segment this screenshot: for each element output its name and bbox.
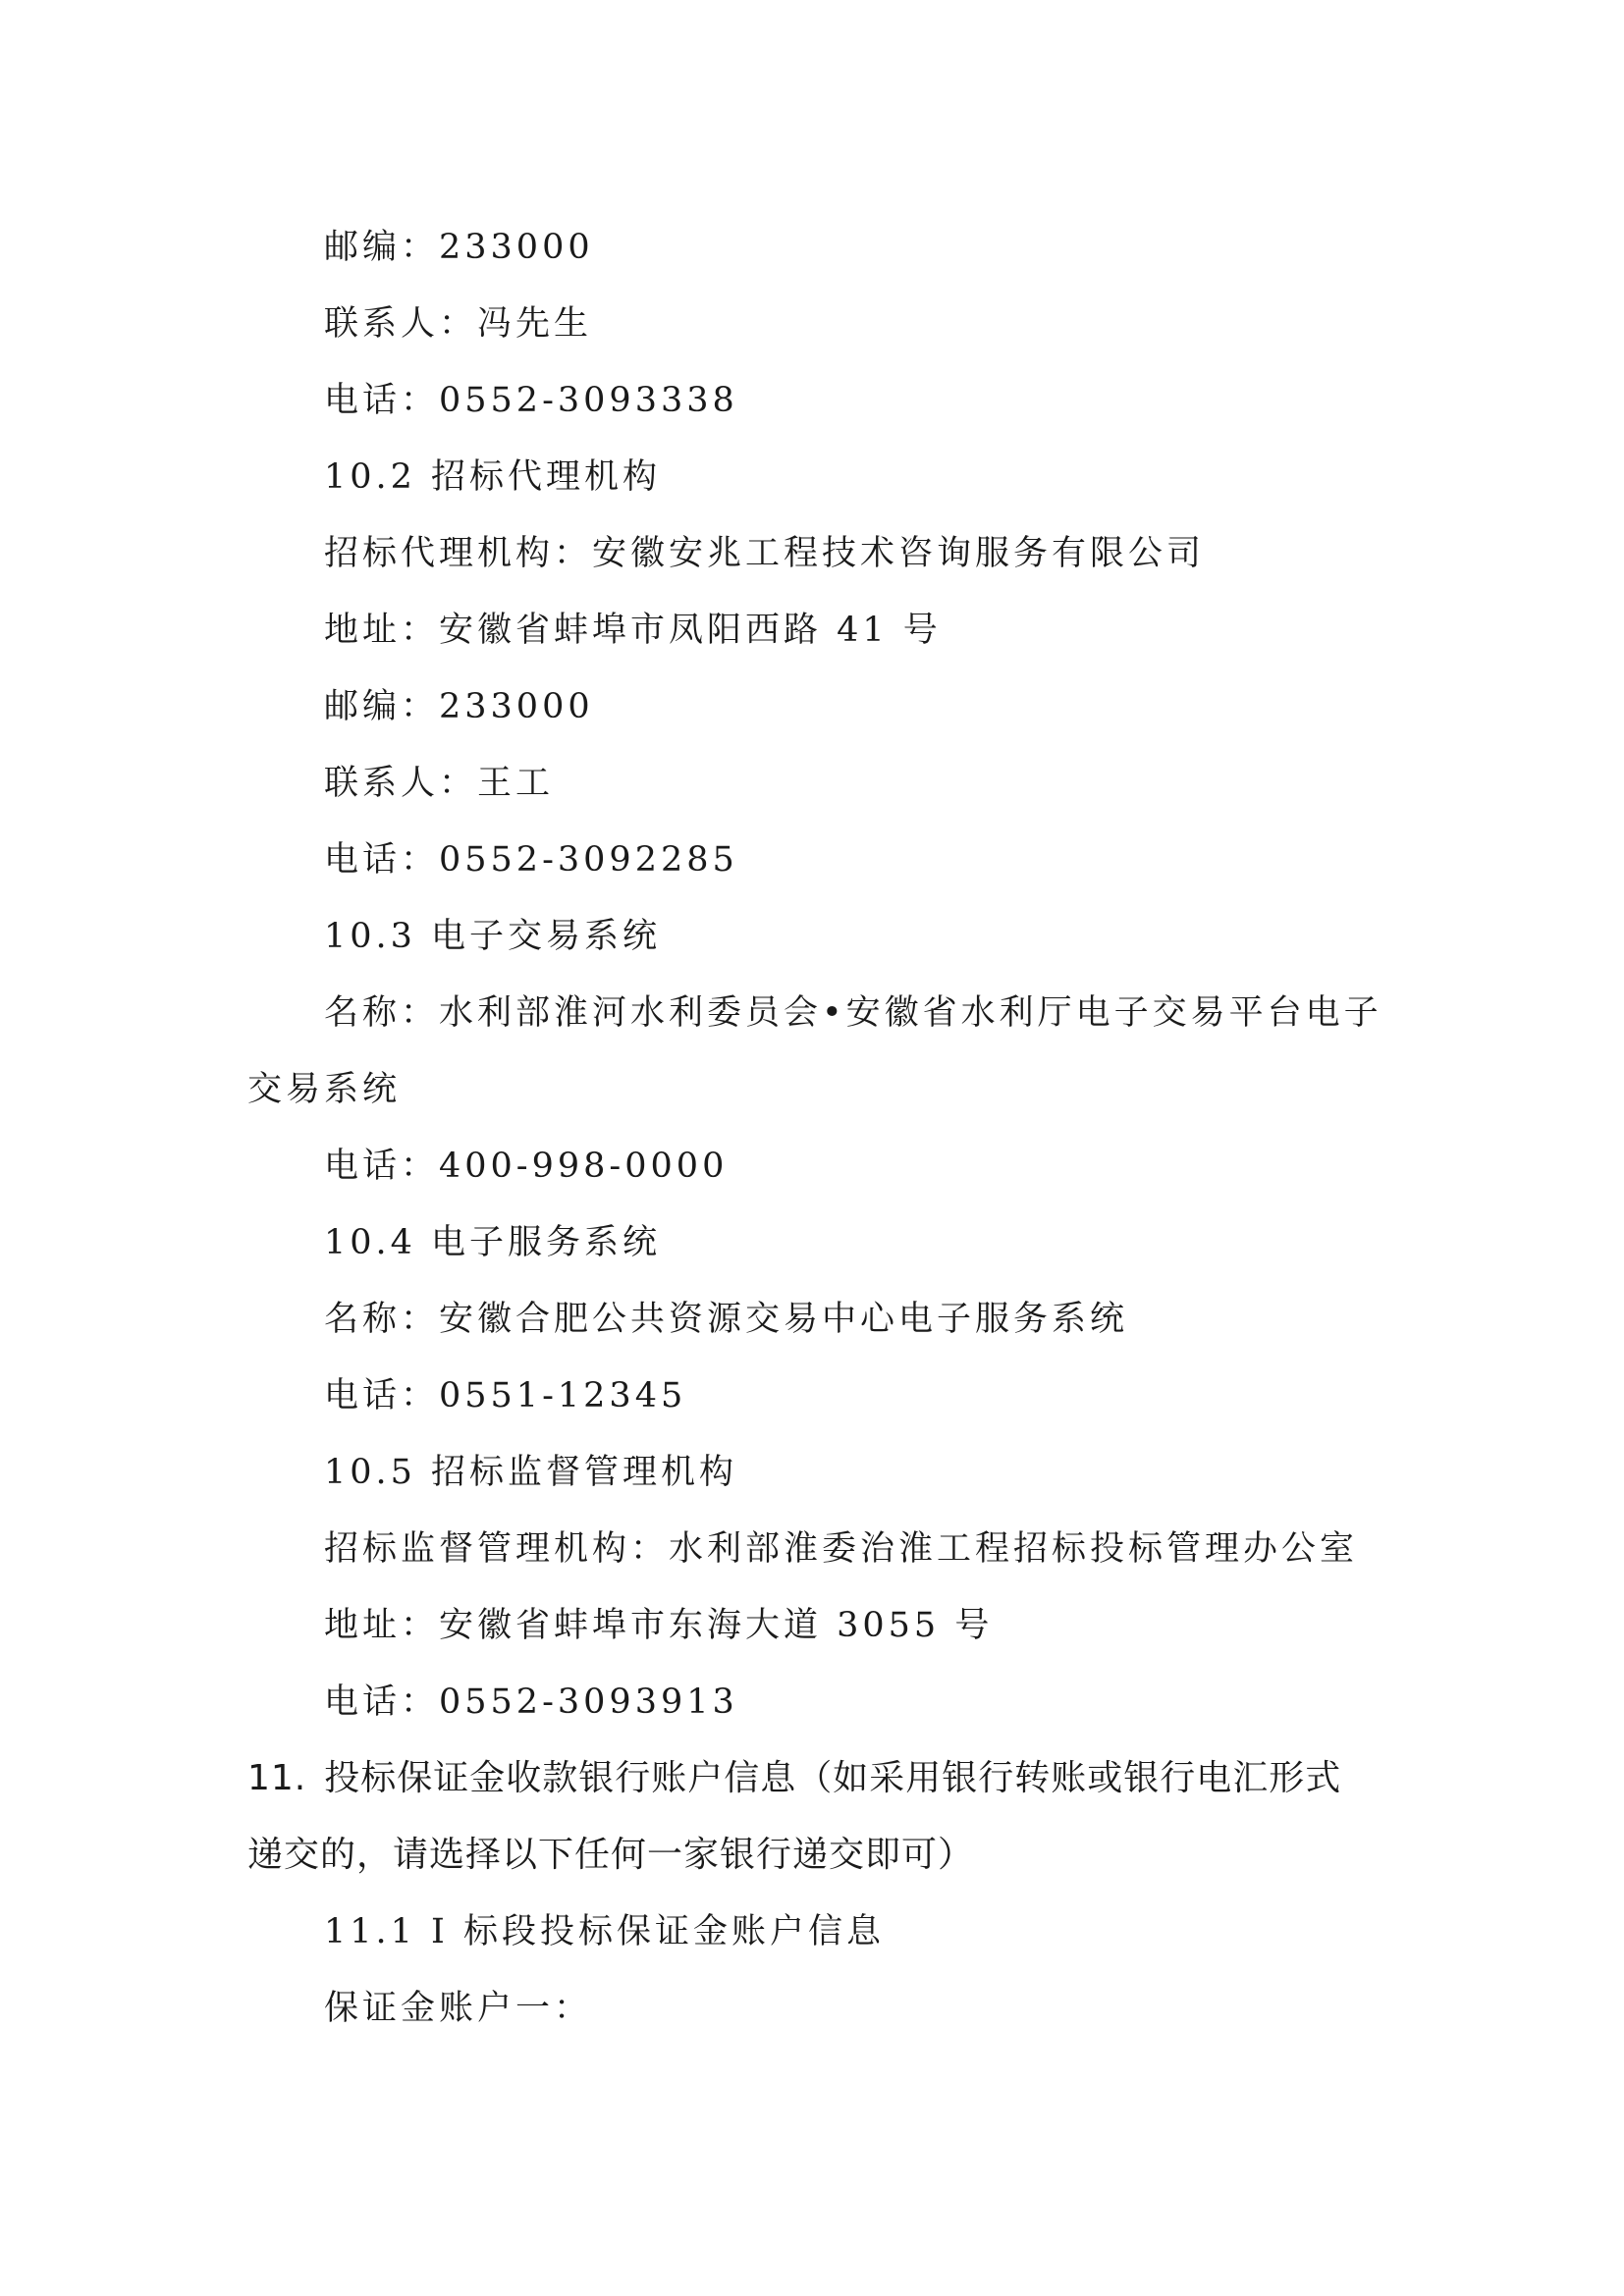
section-10-2-heading: 10.2 招标代理机构	[324, 457, 662, 497]
supervision-agency-line: 招标监督管理机构：水利部淮委治淮工程招标投标管理办公室	[324, 1529, 1359, 1569]
service-system-phone-line: 电话：0551-12345	[324, 1376, 687, 1415]
agency-phone-line: 电话：0552-3092285	[324, 840, 738, 880]
agency-name-line: 招标代理机构：安徽安兆工程技术咨询服务有限公司	[324, 534, 1206, 573]
trading-system-name-line: 名称：水利部淮河水利委员会•安徽省水利厅电子交易平台电子	[324, 993, 1382, 1033]
section-11-heading-cont: 递交的，请选择以下任何一家银行递交即可）	[247, 1835, 975, 1875]
zip-code-line: 邮编：233000	[324, 228, 594, 267]
section-11-title: 投标保证金收款银行账户信息（如采用银行转账或银行电汇形式	[324, 1758, 1342, 1798]
agency-address-line: 地址：安徽省蚌埠市凤阳西路 41 号	[324, 611, 942, 650]
deposit-account-one-label: 保证金账户一：	[324, 1989, 593, 2028]
section-10-5-heading: 10.5 招标监督管理机构	[324, 1453, 738, 1492]
section-11-number: 11.	[247, 1758, 307, 1798]
agency-zip-line: 邮编：233000	[324, 687, 594, 726]
trading-system-name-cont: 交易系统	[247, 1070, 402, 1109]
supervision-address-line: 地址：安徽省蚌埠市东海大道 3055 号	[324, 1606, 994, 1645]
phone-line: 电话：0552-3093338	[324, 381, 738, 420]
supervision-phone-line: 电话：0552-3093913	[324, 1682, 738, 1722]
trading-system-phone-line: 电话：400-998-0000	[324, 1147, 729, 1186]
section-10-3-heading: 10.3 电子交易系统	[324, 917, 662, 956]
contact-person-line: 联系人：冯先生	[324, 304, 593, 344]
section-11-heading	[247, 1757, 1341, 1800]
section-10-4-heading: 10.4 电子服务系统	[324, 1223, 662, 1262]
section-11-1-heading: 11.1 I 标段投标保证金账户信息	[324, 1912, 886, 1951]
service-system-name-line: 名称：安徽合肥公共资源交易中心电子服务系统	[324, 1300, 1129, 1339]
agency-contact-line: 联系人：王工	[324, 764, 555, 803]
